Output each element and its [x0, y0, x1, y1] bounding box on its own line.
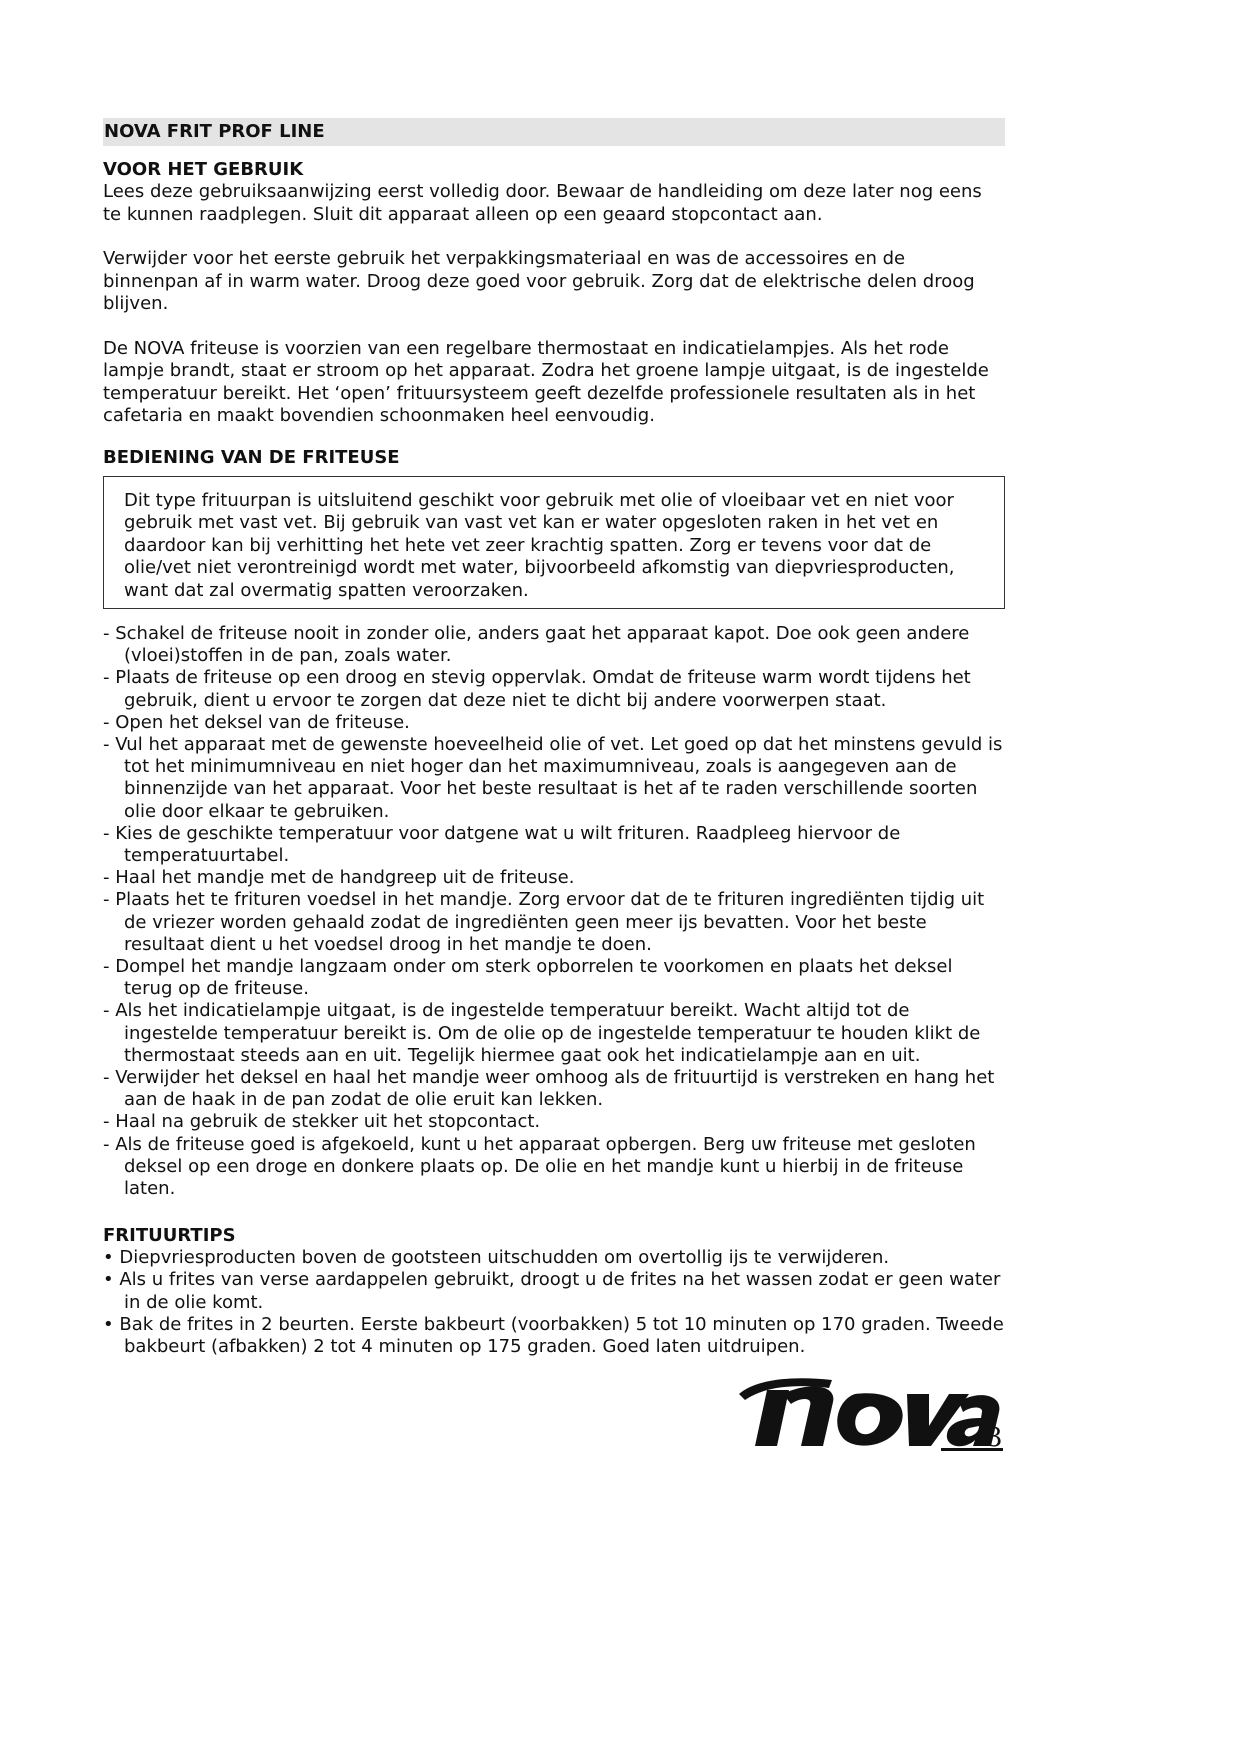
document-title: NOVA FRIT PROF LINE — [103, 118, 1005, 146]
list-item: - Dompel het mandje langzaam onder om sterk opborrelen te voorkomen en plaats het deksel terug op de friteuse. — [103, 956, 953, 1000]
list-item: - Verwijder het deksel en haal het mandje weer omhoog als de frituurtijd is verstreken en hang het aan de haak in de pan zodat de olie eruit kan lekken. — [103, 1067, 995, 1111]
list-item: • Diepvriesproducten boven de gootsteen uitschudden om overtollig ijs te verwijderen. — [103, 1247, 890, 1269]
document-page — [103, 118, 1005, 1358]
instruction-list — [103, 623, 1005, 1200]
nova-logo — [737, 1372, 1005, 1452]
list-item: - Vul het apparaat met de gewenste hoeveelheid olie of vet. Let goed op dat het minstens gevuld is tot het minimumniveau en niet hoger dan het maximumniveau, zoals is aangegeven aan de binnenzijde van het apparaat. Voor het beste resultaat is het af te raden verschillende soorten olie door elkaar te gebruiken. — [103, 734, 1003, 822]
section-bediening — [103, 446, 1005, 1201]
section-heading: VOOR HET GEBRUIK — [103, 159, 304, 180]
list-item: - Plaats het te frituren voedsel in het mandje. Zorg ervoor dat de te frituren ingrediënten tijdig uit de vriezer worden gehaald zodat de ingrediënten geen meer ijs bevatten. Voor het beste resultaat dient u het voedsel droog in het mandje te doen. — [103, 889, 985, 955]
page-number: 3 — [986, 1423, 1003, 1453]
section-heading: FRITUURTIPS — [103, 1225, 236, 1247]
paragraph: Verwijder voor het eerste gebruik het verpakkingsmateriaal en was de accessoires en de binnenpan af in warm water. Droog deze goed voor gebruik. Zorg dat de elektrische delen droog blijven. — [103, 248, 975, 314]
warning-text: Dit type frituurpan is uitsluitend geschikt voor gebruik met olie of vloeibaar vet en niet voor gebruik met vast vet. Bij gebruik van vast vet kan er water opgesloten raken in het vet en daardoor kan bij verhitting het hete vet zeer krachtig spatten. Zorg er tevens voor dat de olie/vet niet verontreinigd wordt met water, bijvoorbeeld afkomstig van diepvriesproducten, want dat zal overmatig spatten veroorzaken. — [124, 489, 955, 601]
list-item: - Plaats de friteuse op een droog en stevig oppervlak. Omdat de friteuse warm wordt tijdens het gebruik, dient u ervoor te zorgen dat deze niet te dicht bij andere voorwerpen staat. — [103, 667, 971, 711]
section-frituurtips — [103, 1224, 1005, 1358]
list-item: • Als u frites van verse aardappelen gebruikt, droogt u de frites na het wassen zodat er geen water in de olie komt. — [103, 1269, 1001, 1313]
paragraph: Lees deze gebruiksaanwijzing eerst volledig door. Bewaar de handleiding om deze later nog eens te kunnen raadplegen. Sluit dit apparaat alleen op een geaard stopcontact aan. — [103, 181, 982, 225]
section-heading: BEDIENING VAN DE FRITEUSE — [103, 446, 400, 468]
section-voor-het-gebruik — [103, 158, 1005, 428]
list-item: - Open het deksel van de friteuse. — [103, 711, 410, 733]
list-item: - Als het indicatielampje uitgaat, is de ingestelde temperatuur bereikt. Wacht altijd tot de ingestelde temperatuur bereikt is. Om de olie op de ingestelde temperatuur te houden klikt de thermostaat steeds aan en uit. Tegelijk hiermee gaat ook het indicatielampje aan en uit. — [103, 1000, 981, 1066]
tips-list — [103, 1247, 1005, 1358]
list-item: • Bak de frites in 2 beurten. Eerste bakbeurt (voorbakken) 5 tot 10 minuten op 170 graden. Tweede bakbeurt (afbakken) 2 tot 4 minuten op 175 graden. Goed laten uitdruipen. — [103, 1313, 1004, 1358]
list-item: - Schakel de friteuse nooit in zonder olie, anders gaat het apparaat kapot. Doe ook geen andere (vloei)stoffen in de pan, zoals water. — [103, 623, 970, 667]
list-item: - Haal het mandje met de handgreep uit de friteuse. — [103, 867, 575, 889]
list-item: - Kies de geschikte temperatuur voor datgene wat u wilt frituren. Raadpleeg hiervoor de temperatuurtabel. — [103, 822, 901, 867]
warning-box — [103, 476, 1005, 610]
list-item: - Haal na gebruik de stekker uit het stopcontact. — [103, 1111, 541, 1133]
list-item: - Als de friteuse goed is afgekoeld, kunt u het apparaat opbergen. Berg uw friteuse met gesloten deksel op een droge en donkere plaats op. De olie en het mandje kunt u hierbij in de friteuse laten. — [103, 1133, 976, 1200]
paragraph: De NOVA friteuse is voorzien van een regelbare thermostaat en indicatielampjes. Als het rode lampje brandt, staat er stroom op het apparaat. Zodra het groene lampje uitgaat, is de ingestelde temperatuur bereikt. Het ‘open’ frituursysteem geeft dezelfde professionele resultaten als in het cafetaria en maakt bovendien schoonmaken heel eenvoudig. — [103, 337, 989, 426]
